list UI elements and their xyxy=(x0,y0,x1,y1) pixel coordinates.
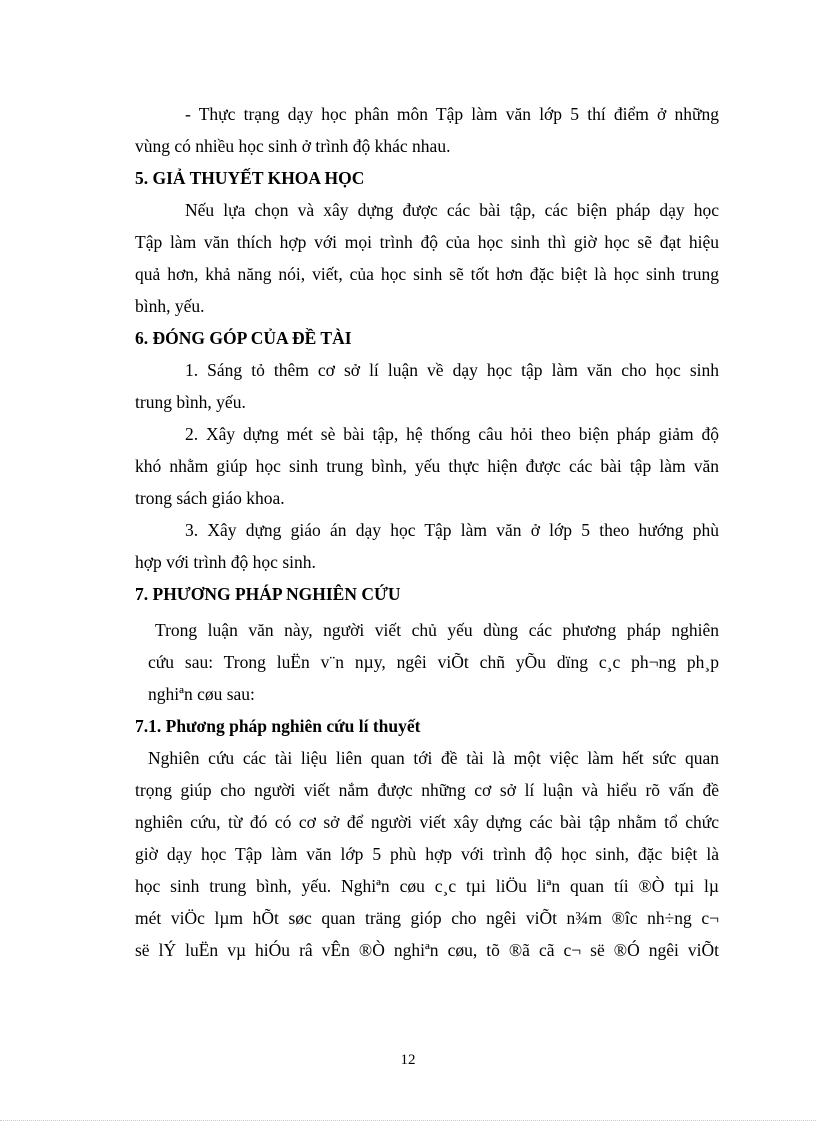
text-line: cứu sau: Trong luËn v¨n nµy, ngêi viÕt chñ yÕu dïng c¸c ph¬ng ph¸p xyxy=(148,652,719,672)
text-line: Tập làm văn thích hợp với mọi trình độ của học sinh thì giờ học sẽ đạt hiệu xyxy=(135,232,719,252)
subsection-heading: 7.1. Phương pháp nghiên cứu lí thuyết xyxy=(135,716,421,736)
text-line: 1. Sáng tỏ thêm cơ sở lí luận về dạy học tập làm văn cho học sinh xyxy=(185,360,719,380)
text-line: bình, yếu. xyxy=(135,296,205,316)
text-line: mét viÖc lµm hÕt søc quan träng gióp cho ngêi viÕt n¾m ®îc nh÷ng c¬ xyxy=(135,908,719,928)
text-line: vùng có nhiều học sinh ở trình độ khác nhau. xyxy=(135,136,451,156)
text-line: Nghiên cứu các tài liệu liên quan tới đề tài là một việc làm hết sức quan xyxy=(148,748,719,768)
text-line: Trong luận văn này, người viết chủ yếu dùng các phương pháp nghiên xyxy=(155,620,719,640)
text-line: học sinh trung bình, yếu. Nghiªn cøu c¸c tµi liÖu liªn quan tíi ®Ò tµi lµ xyxy=(135,876,719,896)
page-bottom-border xyxy=(0,1120,816,1121)
text-line: - Thực trạng dạy học phân môn Tập làm văn lớp 5 thí điểm ở những xyxy=(185,104,719,124)
text-line: khó nhằm giúp học sinh trung bình, yếu thực hiện được các bài tập làm văn xyxy=(135,456,719,476)
section-heading: 7. PHƯƠNG PHÁP NGHIÊN CỨU xyxy=(135,584,401,604)
text-line: hợp với trình độ học sinh. xyxy=(135,552,316,572)
text-line: 2. Xây dựng mét sè bài tập, hệ thống câu hỏi theo biện pháp giảm độ xyxy=(185,424,719,444)
text-line: trọng giúp cho người viết nắm được những cơ sở lí luận và hiểu rõ vấn đề xyxy=(135,780,719,800)
text-line: së lÝ luËn vµ hiÓu râ vÊn ®Ò nghiªn cøu, tõ ®ã cã c¬ së ®Ó ngêi viÕt xyxy=(135,940,719,960)
page-number: 12 xyxy=(400,1052,416,1068)
section-heading: 6. ĐÓNG GÓP CỦA ĐỀ TÀI xyxy=(135,328,352,348)
text-line: trong sách giáo khoa. xyxy=(135,488,285,508)
text-line: Nếu lựa chọn và xây dựng được các bài tập, các biện pháp dạy học xyxy=(185,200,719,220)
text-line: nghiên cứu, từ đó có cơ sở để người viết xây dựng các bài tập nhằm tổ chức xyxy=(135,812,719,832)
text-line: quả hơn, khả năng nói, viết, của học sinh sẽ tốt hơn đặc biệt là học sinh trung xyxy=(135,264,719,284)
text-line: trung bình, yếu. xyxy=(135,392,246,412)
text-line: 3. Xây dựng giáo án dạy học Tập làm văn ở lớp 5 theo hướng phù xyxy=(185,520,719,540)
section-heading: 5. GIẢ THUYẾT KHOA HỌC xyxy=(135,168,365,188)
text-line: nghiªn cøu sau: xyxy=(148,684,255,704)
text-line: giờ dạy học Tập làm văn lớp 5 phù hợp với trình độ học sinh, đặc biệt là xyxy=(135,844,719,864)
